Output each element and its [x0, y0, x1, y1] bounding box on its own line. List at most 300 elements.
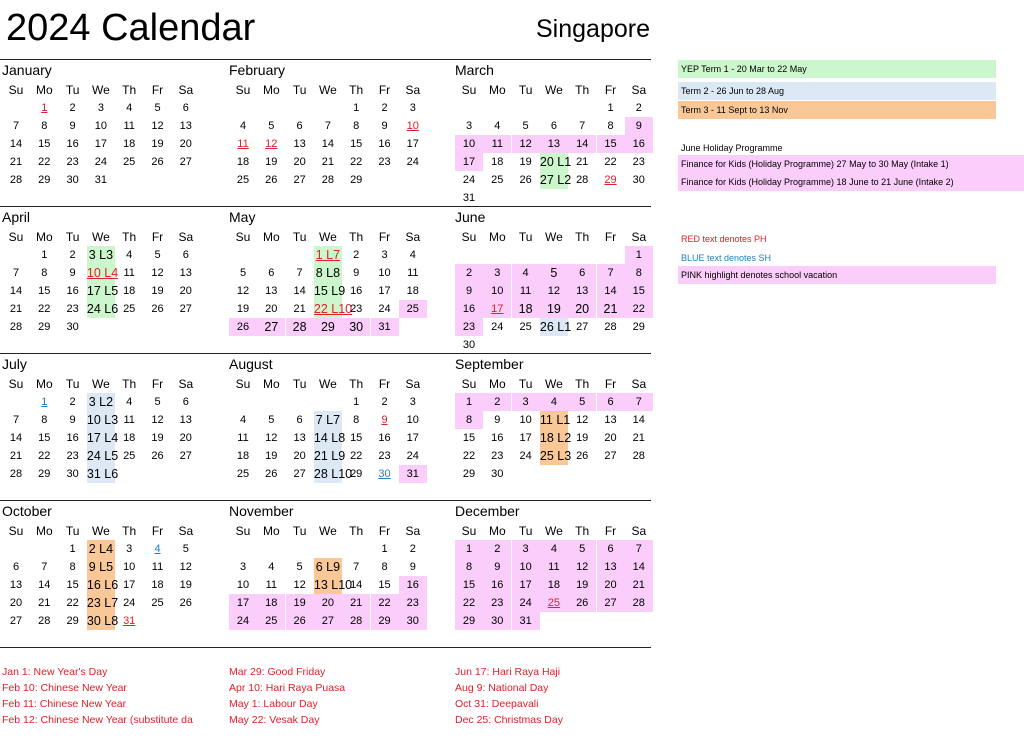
- day-cell: 5: [154, 396, 161, 408]
- weekday-header: We: [91, 83, 110, 97]
- weekday-header: Sa: [631, 524, 647, 538]
- day-cell: 22: [625, 300, 653, 318]
- weekday-header: Su: [235, 230, 251, 244]
- day-cell: 21: [625, 576, 653, 594]
- day-cell: 26: [151, 450, 164, 462]
- day-cell: 23: [455, 318, 483, 336]
- day-cell: 31: [94, 174, 108, 186]
- day-cell: 15: [625, 282, 653, 300]
- day-cell: 9: [381, 414, 388, 426]
- page-title: 2024 Calendar: [6, 7, 256, 49]
- day-cell: 1: [69, 543, 76, 555]
- day-cell: 17: [519, 432, 532, 444]
- day-cell: 3: [409, 396, 416, 408]
- weekday-header: Fr: [151, 230, 164, 244]
- day-cell: 19: [265, 450, 278, 462]
- day-cell: 9: [494, 414, 501, 426]
- weekday-header: Sa: [178, 230, 194, 244]
- day-cell: 24: [229, 612, 257, 630]
- day-cell: 11: [512, 282, 540, 300]
- day-cell: 29: [371, 612, 399, 630]
- day-cell: 16: [66, 285, 79, 297]
- day-cell: 22: [66, 597, 79, 609]
- day-cell: 6: [597, 540, 625, 558]
- weekday-header: We: [91, 377, 110, 391]
- day-cell: 5: [296, 561, 303, 573]
- weekday-header: Fr: [151, 377, 164, 391]
- day-cell: 7: [296, 267, 303, 279]
- weekday-header: We: [544, 524, 563, 538]
- day-cell: 27: [293, 468, 306, 480]
- day-cell: 31: [399, 465, 427, 483]
- day-cell: 22: [38, 303, 51, 315]
- day-cell: 23: [632, 156, 645, 168]
- weekday-header: Fr: [604, 230, 617, 244]
- day-cell: 13: [265, 285, 278, 297]
- day-cell: 4: [268, 561, 275, 573]
- weekday-header: Su: [8, 83, 24, 97]
- day-cell: 29: [462, 468, 476, 480]
- day-cell: 3: [465, 120, 473, 132]
- weekday-header: Sa: [631, 83, 647, 97]
- day-cell: 1: [625, 246, 653, 264]
- day-cell: 13: [568, 282, 596, 300]
- weekday-header: We: [91, 524, 110, 538]
- day-cell: 20: [179, 138, 192, 150]
- day-cell: 28: [9, 174, 23, 186]
- day-cell: 7: [324, 120, 331, 132]
- day-cell: 21: [38, 597, 51, 609]
- day-cell: 9 L5: [88, 560, 114, 574]
- month-name: November: [229, 503, 294, 519]
- day-cell: 7: [597, 264, 625, 282]
- month-name: June: [455, 209, 486, 225]
- weekday-header: Th: [575, 524, 590, 538]
- day-cell: 6: [268, 267, 275, 279]
- weekday-header: Fr: [604, 377, 617, 391]
- weekday-header: Mo: [262, 524, 280, 538]
- day-cell: 16: [399, 576, 427, 594]
- day-cell: 29: [604, 174, 617, 186]
- day-cell: 19: [576, 432, 589, 444]
- day-cell: 2: [409, 543, 416, 555]
- day-cell: 10 L4: [86, 266, 119, 280]
- weekday-header: Tu: [518, 230, 533, 244]
- day-cell: 15: [350, 432, 363, 444]
- day-cell: 9: [69, 120, 76, 132]
- day-cell: 8: [41, 267, 48, 279]
- day-cell: 19: [568, 576, 596, 594]
- day-cell: 6 L9: [315, 560, 341, 574]
- weekday-header: Th: [122, 524, 137, 538]
- day-cell: 21: [342, 594, 370, 612]
- day-cell: 25: [540, 594, 568, 612]
- day-cell: 23 L7: [86, 596, 119, 610]
- day-cell: 11: [123, 267, 135, 279]
- weekday-header: Fr: [378, 377, 391, 391]
- day-cell: 24: [406, 450, 419, 462]
- day-cell: 2 L4: [88, 542, 114, 556]
- day-cell: 17: [483, 300, 511, 318]
- day-cell: 7: [41, 561, 48, 573]
- day-cell: 19: [519, 156, 532, 168]
- weekday-header: Tu: [65, 377, 80, 391]
- day-cell: 5: [182, 543, 189, 555]
- day-cell: 19: [236, 303, 250, 315]
- weekday-header: Sa: [405, 377, 421, 391]
- holiday-entry: Jun 17: Hari Raya Haji: [455, 666, 561, 678]
- day-cell: 18: [512, 300, 540, 318]
- day-cell: 10: [519, 414, 532, 426]
- day-cell: 2: [353, 249, 360, 261]
- holiday-entry: Feb 12: Chinese New Year (substitute da: [2, 714, 193, 726]
- day-cell: 1: [353, 102, 360, 114]
- day-cell: 19: [286, 594, 314, 612]
- day-cell: 17 L4: [86, 431, 119, 445]
- legend-item: PINK highlight denotes school vacation: [678, 266, 996, 284]
- day-cell: 30: [462, 339, 476, 351]
- day-cell: 31: [371, 318, 399, 336]
- day-cell: 13: [179, 120, 192, 132]
- day-cell: 28 L10: [313, 467, 353, 481]
- day-cell: 26: [265, 468, 278, 480]
- month-name: April: [2, 209, 31, 225]
- day-cell: 8: [353, 120, 360, 132]
- day-cell: 14 L8: [313, 431, 346, 445]
- day-cell: 25: [519, 321, 532, 333]
- day-cell: 15: [462, 432, 476, 444]
- day-cell: 24: [512, 594, 540, 612]
- weekday-header: Sa: [631, 377, 647, 391]
- month-november: [227, 502, 453, 649]
- day-cell: 2: [455, 264, 483, 282]
- day-cell: 28: [632, 450, 645, 462]
- day-cell: 14: [321, 138, 335, 150]
- day-cell: 30: [491, 468, 504, 480]
- day-cell: 23: [491, 450, 504, 462]
- day-cell: 12: [151, 267, 164, 279]
- day-cell: 16: [66, 432, 79, 444]
- day-cell: 13: [9, 579, 23, 591]
- day-cell: 12: [540, 282, 568, 300]
- day-cell: 30: [342, 318, 370, 336]
- month-february: [227, 61, 453, 208]
- day-cell: 11: [123, 414, 135, 426]
- day-cell: 21: [9, 156, 23, 168]
- day-cell: 27: [179, 156, 192, 168]
- day-cell: 9: [69, 267, 76, 279]
- day-cell: 10: [94, 120, 108, 132]
- day-cell: 26: [576, 450, 589, 462]
- weekday-header: Tu: [292, 524, 307, 538]
- day-cell: 3: [97, 102, 104, 114]
- day-cell: 3: [381, 249, 388, 261]
- month-name: March: [455, 62, 494, 78]
- day-cell: 8: [41, 414, 48, 426]
- day-cell: 21 L9: [313, 449, 346, 463]
- day-cell: 28: [604, 321, 617, 333]
- day-cell: 13: [293, 432, 306, 444]
- day-cell: 3 L2: [88, 395, 114, 409]
- day-cell: 2: [635, 102, 642, 114]
- day-cell: 11: [540, 558, 568, 576]
- weekday-header: Sa: [405, 83, 421, 97]
- weekday-header: We: [318, 230, 337, 244]
- day-cell: 24: [491, 321, 504, 333]
- day-cell: 2: [381, 102, 388, 114]
- day-cell: 12: [512, 135, 540, 153]
- day-cell: 30: [66, 468, 79, 480]
- day-cell: 27: [314, 612, 342, 630]
- weekday-header: Fr: [378, 230, 391, 244]
- weekday-header: Tu: [292, 377, 307, 391]
- divider-line: [0, 59, 651, 60]
- day-cell: 14: [350, 579, 363, 591]
- day-cell: 9: [409, 561, 416, 573]
- day-cell: 5: [522, 120, 529, 132]
- day-cell: 2: [69, 102, 76, 114]
- day-cell: 7: [12, 267, 20, 279]
- day-cell: 17: [455, 153, 483, 171]
- day-cell: 17 L5: [86, 284, 119, 298]
- day-cell: 13: [293, 138, 306, 150]
- weekday-header: Su: [235, 524, 251, 538]
- weekday-header: Th: [122, 230, 137, 244]
- day-cell: 6: [182, 102, 189, 114]
- day-cell: 14: [632, 414, 645, 426]
- legend-item: Finance for Kids (Holiday Programme) 27 May to 30 May (Intake 1): [678, 155, 1024, 173]
- day-cell: 20: [568, 300, 596, 318]
- day-cell: 1 L7: [315, 248, 341, 262]
- day-cell: 18: [123, 432, 136, 444]
- day-cell: 4: [126, 249, 133, 261]
- day-cell: 15: [66, 579, 79, 591]
- day-cell: 28: [9, 321, 23, 333]
- day-cell: 8: [625, 264, 653, 282]
- day-cell: 6: [182, 249, 189, 261]
- day-cell: 5: [154, 102, 161, 114]
- day-cell: 3 L3: [88, 248, 114, 262]
- day-cell: 1: [455, 540, 483, 558]
- holiday-entry: Aug 9: National Day: [455, 682, 549, 694]
- weekday-header: Th: [575, 377, 590, 391]
- day-cell: 25: [151, 597, 164, 609]
- day-cell: 30: [632, 174, 645, 186]
- day-cell: 21: [321, 156, 335, 168]
- day-cell: 20: [293, 156, 306, 168]
- day-cell: 11: [151, 561, 164, 573]
- day-cell: 26: [519, 174, 532, 186]
- day-cell: 18: [123, 285, 136, 297]
- day-cell: 12: [236, 285, 250, 297]
- day-cell: 17: [229, 594, 257, 612]
- day-cell: 25: [236, 174, 250, 186]
- day-cell: 23: [483, 594, 511, 612]
- day-cell: 9: [381, 120, 388, 132]
- day-cell: 10: [406, 120, 419, 132]
- month-name: October: [2, 503, 52, 519]
- day-cell: 7: [625, 540, 653, 558]
- day-cell: 2: [381, 396, 388, 408]
- day-cell: 29: [38, 468, 51, 480]
- day-cell: 1: [455, 393, 483, 411]
- day-cell: 22: [371, 594, 399, 612]
- weekday-header: Tu: [518, 524, 533, 538]
- day-cell: 12: [151, 414, 164, 426]
- day-cell: 10: [512, 558, 540, 576]
- weekday-header: Mo: [35, 230, 53, 244]
- day-cell: 5: [268, 120, 275, 132]
- day-cell: 9: [483, 558, 511, 576]
- day-cell: 16: [491, 432, 504, 444]
- day-cell: 29: [350, 468, 363, 480]
- day-cell: 11: [237, 138, 249, 150]
- day-cell: 5: [568, 393, 596, 411]
- day-cell: 6: [182, 396, 189, 408]
- weekday-header: Su: [235, 83, 251, 97]
- day-cell: 19: [151, 138, 164, 150]
- day-cell: 5: [540, 264, 568, 282]
- month-name: August: [229, 356, 273, 372]
- day-cell: 13: [597, 558, 625, 576]
- day-cell: 6: [296, 414, 303, 426]
- day-cell: 7: [12, 414, 20, 426]
- day-cell: 15: [38, 432, 51, 444]
- weekday-header: Su: [461, 524, 477, 538]
- day-cell: 14: [625, 558, 653, 576]
- month-december: [453, 502, 679, 649]
- day-cell: 19: [151, 432, 164, 444]
- day-cell: 9: [353, 267, 360, 279]
- day-cell: 19: [540, 300, 568, 318]
- day-cell: 8: [455, 411, 483, 429]
- month-january: [0, 61, 226, 208]
- weekday-header: Mo: [488, 83, 506, 97]
- day-cell: 27: [576, 321, 589, 333]
- day-cell: 20 L1: [539, 155, 572, 169]
- month-name: May: [229, 209, 256, 225]
- weekday-header: Mo: [488, 524, 506, 538]
- day-cell: 25: [123, 303, 136, 315]
- day-cell: 16: [378, 432, 391, 444]
- day-cell: 27: [597, 594, 625, 612]
- day-cell: 15 L9: [313, 284, 346, 298]
- day-cell: 4: [540, 540, 568, 558]
- day-cell: 23: [66, 303, 79, 315]
- day-cell: 17: [94, 138, 108, 150]
- day-cell: 9: [455, 282, 483, 300]
- day-cell: 17: [123, 579, 136, 591]
- day-cell: 20: [179, 432, 192, 444]
- day-cell: 11: [483, 135, 511, 153]
- day-cell: 12: [179, 561, 192, 573]
- day-cell: 8: [353, 414, 360, 426]
- day-cell: 13: [540, 135, 568, 153]
- day-cell: 24: [378, 303, 391, 315]
- day-cell: 28: [342, 612, 370, 630]
- weekday-header: Th: [575, 230, 590, 244]
- day-cell: 7: [353, 561, 360, 573]
- month-april: [0, 208, 226, 355]
- weekday-header: Su: [8, 230, 24, 244]
- month-name: February: [229, 62, 286, 78]
- day-cell: 11: [123, 120, 135, 132]
- weekday-header: Mo: [262, 230, 280, 244]
- day-cell: 21: [9, 450, 23, 462]
- day-cell: 29: [314, 318, 342, 336]
- weekday-header: Tu: [65, 524, 80, 538]
- day-cell: 30: [399, 612, 427, 630]
- day-cell: 10: [236, 579, 250, 591]
- day-cell: 21: [597, 300, 625, 318]
- day-cell: 4: [239, 414, 247, 426]
- day-cell: 1: [607, 102, 614, 114]
- day-cell: 2: [483, 540, 511, 558]
- weekday-header: Tu: [292, 230, 307, 244]
- day-cell: 26: [265, 174, 278, 186]
- day-cell: 5: [239, 267, 247, 279]
- day-cell: 11: [237, 432, 249, 444]
- day-cell: 12: [265, 138, 278, 150]
- day-cell: 24 L6: [86, 302, 119, 316]
- day-cell: 8: [455, 558, 483, 576]
- day-cell: 13: [179, 414, 192, 426]
- day-cell: 23: [399, 594, 427, 612]
- day-cell: 22: [455, 594, 483, 612]
- weekday-header: We: [91, 230, 110, 244]
- day-cell: 1: [353, 396, 360, 408]
- day-cell: 29: [38, 174, 51, 186]
- day-cell: 8: [381, 561, 388, 573]
- holiday-entry: Feb 10: Chinese New Year: [2, 682, 127, 694]
- day-cell: 12: [568, 558, 596, 576]
- weekday-header: Fr: [151, 83, 164, 97]
- day-cell: 4: [154, 543, 161, 555]
- weekday-header: We: [318, 377, 337, 391]
- day-cell: 28: [38, 615, 51, 627]
- weekday-header: Tu: [65, 83, 80, 97]
- day-cell: 16: [625, 135, 653, 153]
- day-cell: 3: [239, 561, 247, 573]
- day-cell: 30: [378, 468, 391, 480]
- day-cell: 25: [236, 468, 250, 480]
- day-cell: 20: [179, 285, 192, 297]
- weekday-header: Th: [349, 377, 364, 391]
- day-cell: 8 L8: [315, 266, 341, 280]
- day-cell: 11 L1: [539, 413, 571, 427]
- weekday-header: Mo: [35, 83, 53, 97]
- day-cell: 19: [151, 285, 164, 297]
- day-cell: 18: [406, 285, 419, 297]
- day-cell: 10: [378, 267, 391, 279]
- weekday-header: Mo: [262, 83, 280, 97]
- legend-item: BLUE text denotes SH: [681, 253, 772, 263]
- weekday-header: Su: [461, 230, 477, 244]
- month-name: September: [455, 356, 524, 372]
- weekday-header: Fr: [378, 524, 391, 538]
- day-cell: 19: [179, 579, 192, 591]
- month-name: December: [455, 503, 520, 519]
- day-cell: 17: [512, 576, 540, 594]
- legend-item: YEP Term 1 - 20 Mar to 22 May: [678, 60, 996, 78]
- day-cell: 25: [123, 156, 136, 168]
- holiday-entry: Apr 10: Hari Raya Puasa: [229, 682, 346, 694]
- day-cell: 27: [179, 450, 192, 462]
- day-cell: 11: [407, 267, 419, 279]
- day-cell: 24: [462, 174, 476, 186]
- day-cell: 26: [568, 594, 596, 612]
- day-cell: 31: [123, 615, 136, 627]
